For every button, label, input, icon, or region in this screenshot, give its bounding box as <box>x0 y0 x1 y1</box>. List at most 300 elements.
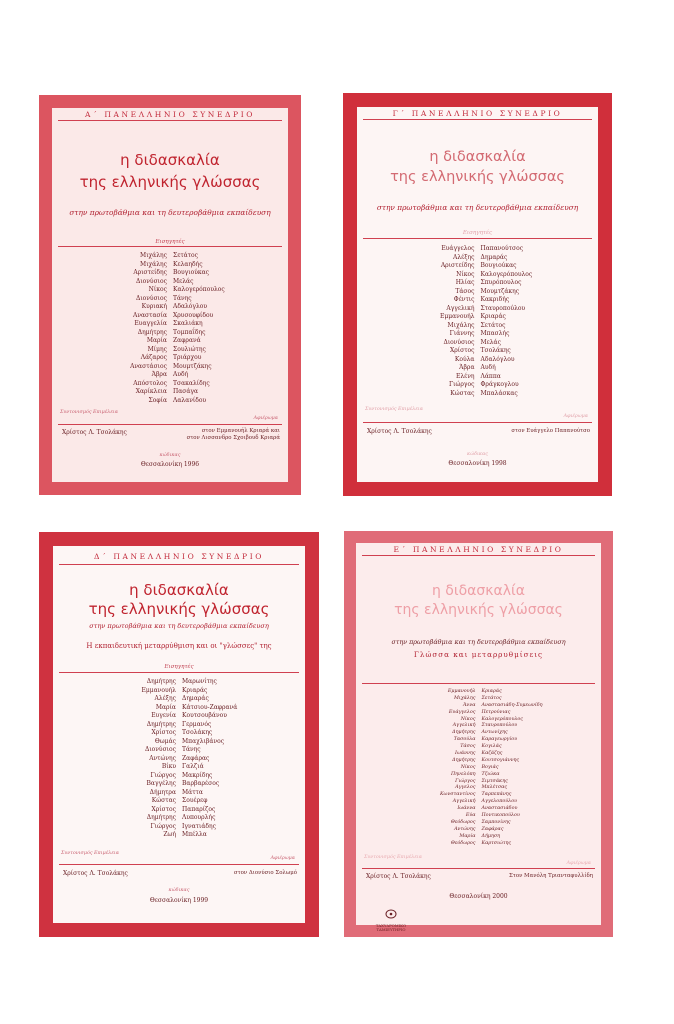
speakers-list <box>52 252 288 405</box>
coordinator-name: Χρίστος Λ. Τσολάκης <box>62 429 127 436</box>
speaker-row <box>52 295 288 304</box>
speaker-first-name: Τάσος <box>455 287 475 295</box>
speaker-last-name: Μπαχλιβάνος <box>182 737 225 745</box>
speaker-last-name: Ζαφρανά <box>173 337 201 344</box>
speaker-last-name: Κουτσογιάννης <box>481 757 520 763</box>
divider <box>59 864 299 865</box>
speaker-row <box>357 381 598 390</box>
speaker-row <box>357 339 598 348</box>
speaker-last-name: Τάνης <box>182 746 201 753</box>
speaker-last-name: Δημαράς <box>480 253 508 261</box>
speaker-row <box>53 806 305 815</box>
speakers-label: Εισηγητές <box>164 664 194 670</box>
speaker-first-name: Αγγελική <box>452 723 476 729</box>
speaker-first-name: Διονύσιος <box>443 338 475 346</box>
speaker-first-name: Ευάγγελος <box>448 709 476 715</box>
speaker-first-name: Αλέξης <box>452 253 475 261</box>
speaker-first-name: Μιχάλης <box>453 695 476 701</box>
speaker-last-name: Λαλανίδου <box>173 396 207 404</box>
coordination-label: Συντονισμός Επιμέλεια <box>365 407 424 412</box>
speaker-row <box>356 703 601 710</box>
dedication-label: Αφιέρωμα <box>566 861 591 866</box>
speaker-last-name: Γερμανός <box>182 720 212 728</box>
speaker-first-name: Δημήτρης <box>452 757 476 763</box>
speaker-first-name: Τάσος <box>460 744 476 750</box>
speaker-first-name: Ελένη <box>455 372 475 380</box>
book-subtitle: στην πρωτοβάθμια και τη δευτεροβάθμια εκπαίδευση <box>89 622 269 630</box>
speaker-first-name: Μιχάλης <box>140 260 167 268</box>
speaker-row <box>52 303 288 312</box>
speaker-first-name: Χρίστος <box>151 729 176 736</box>
book-subtitle: στην πρωτοβάθμια και τη δευτεροβάθμια εκπαίδευση <box>69 208 271 217</box>
speakers-list <box>356 689 601 847</box>
speaker-last-name: Λυπουρλής <box>182 814 216 821</box>
speakers-list <box>53 678 305 840</box>
speaker-first-name: Τασούλα <box>453 737 476 743</box>
speaker-first-name: Αγγελος <box>455 785 476 791</box>
speaker-last-name: Αντωνίχης <box>481 730 508 736</box>
speaker-first-name: Μαρία <box>459 833 476 839</box>
speaker-row <box>53 780 305 789</box>
speaker-row <box>52 312 288 321</box>
speaker-last-name: Τσολάκης <box>480 347 511 354</box>
speaker-last-name: Καλογερόπουλος <box>173 286 225 293</box>
speaker-first-name: Άβρα <box>459 364 475 371</box>
speaker-last-name: Βουγιούκας <box>173 269 210 276</box>
speaker-last-name: Κογιλάς <box>481 744 502 750</box>
city-year: Θεσσαλονίκη 1996 <box>140 461 200 468</box>
book-cover-4 <box>344 531 613 937</box>
book-title-line2: της ελληνικής γλώσσας <box>79 173 261 191</box>
speaker-last-name: Ταρπεπάνης <box>481 792 512 798</box>
conference-theme: Η εκπαιδευτική μεταρρύθμιση και οι "γλώσσες" της <box>86 642 272 650</box>
speaker-first-name: Δημήτρης <box>146 720 176 728</box>
speaker-first-name: Δημήτρης <box>146 678 176 685</box>
divider <box>59 564 299 565</box>
coordinator-name: Χρίστος Λ. Τσολάκης <box>367 428 432 435</box>
speaker-first-name: Αναστάσιος <box>130 362 167 370</box>
speaker-row <box>357 245 598 254</box>
speaker-row <box>53 738 305 747</box>
speaker-last-name: Τζιώκα <box>481 771 500 777</box>
conference-theme: Γλώσσα και μεταρρυθμίσεις <box>413 650 544 659</box>
speaker-last-name: Φράγκογλου <box>480 381 519 388</box>
speaker-first-name: Αγγελική <box>446 304 475 312</box>
speaker-first-name: Νίκος <box>460 716 476 722</box>
speaker-last-name: Σουέρεφ <box>182 797 208 804</box>
speaker-first-name: Εμμανουήλ <box>439 313 475 320</box>
speaker-last-name: Κάτσιου-Ζαφρανά <box>182 703 238 711</box>
speaker-last-name: Αδαλόγλου <box>173 303 208 310</box>
speaker-row <box>52 269 288 278</box>
speaker-last-name: Βουγιούκας <box>480 262 517 269</box>
speaker-first-name: Κούλα <box>454 355 475 363</box>
book-title-line1: η διδασκαλία <box>431 583 526 599</box>
speaker-first-name: Χρίστος <box>449 347 475 354</box>
speaker-last-name: Μπλέτσας <box>481 785 508 791</box>
speaker-last-name: Κριαράς <box>182 686 208 694</box>
speaker-first-name: Σοφία <box>148 396 167 404</box>
speaker-row <box>53 704 305 713</box>
speaker-first-name: Χαρίκλεια <box>135 388 167 395</box>
speaker-first-name: Απόστολος <box>133 379 167 387</box>
book-title-line1: η διδασκαλία <box>120 151 220 169</box>
dedication-line1: στον Διονύσιο Σολωμό <box>233 870 297 876</box>
speaker-row <box>356 820 601 827</box>
speaker-last-name: Μακρίδης <box>182 771 213 779</box>
speaker-first-name: Ευάγγελος <box>441 245 475 252</box>
speaker-last-name: Ιγνατιάδης <box>182 822 216 830</box>
speakers-list <box>357 245 598 398</box>
book-subtitle: στην πρωτοβάθμια και τη δευτεροβάθμια εκπαίδευση <box>391 638 566 646</box>
speaker-last-name: Ποντικοπούλου <box>481 813 520 819</box>
speaker-last-name: Σκαλιάκη <box>173 320 203 327</box>
book-title-line2: της ελληνικής γλώσσας <box>390 169 565 185</box>
speaker-row <box>356 772 601 779</box>
speaker-last-name: Τσολάκης <box>182 729 213 736</box>
speaker-first-name: Βίκυ <box>161 763 176 770</box>
book-title-line1: η διδασκαλία <box>429 149 526 165</box>
speaker-last-name: Καλογερόπουλος <box>481 716 523 722</box>
speaker-first-name: Αριστείδης <box>133 269 167 276</box>
speaker-last-name: Τομπαΐδης <box>173 328 206 336</box>
speaker-last-name: Τάνης <box>173 294 192 302</box>
speaker-last-name: Μουμτζάκης <box>173 362 212 370</box>
speaker-row <box>53 729 305 738</box>
cover-page <box>53 546 305 923</box>
speaker-last-name: Σουλιώτης <box>173 345 206 353</box>
speaker-row <box>356 785 601 792</box>
speaker-last-name: Δήμηση <box>481 833 500 839</box>
speaker-last-name: Αυδή <box>173 371 189 378</box>
speaker-row <box>53 831 305 840</box>
speaker-first-name: Κωνσταντίνος <box>439 792 476 798</box>
speaker-last-name: Αυδή <box>480 364 496 371</box>
speaker-row <box>357 279 598 288</box>
speaker-first-name: Γιάννης <box>449 330 475 337</box>
speaker-last-name: Χρυσουφίδου <box>173 311 214 319</box>
speaker-row <box>357 347 598 356</box>
speaker-row <box>357 296 598 305</box>
cover-page <box>357 107 598 482</box>
speaker-last-name: Κουτσουβάνου <box>182 712 227 719</box>
book-cover-3 <box>39 532 319 937</box>
speakers-label: Εισηγητές <box>462 230 493 236</box>
speaker-first-name: Κώστας <box>151 797 176 804</box>
book-title-line2: της ελληνικής γλώσσας <box>88 600 270 618</box>
speaker-first-name: Χρίστος <box>151 805 176 813</box>
speaker-first-name: Μίμης <box>147 345 167 353</box>
divider <box>58 246 282 247</box>
speaker-last-name: Τριάρχου <box>173 354 202 361</box>
speaker-row <box>357 288 598 297</box>
speaker-row <box>356 806 601 813</box>
speaker-first-name: Ιωάννης <box>455 751 476 757</box>
speaker-row <box>356 744 601 751</box>
speaker-row <box>357 262 598 271</box>
speaker-row <box>52 388 288 397</box>
speaker-last-name: Καρτσιώτης <box>481 840 512 846</box>
speaker-row <box>357 356 598 365</box>
speaker-row <box>356 827 601 834</box>
speaker-first-name: Νίκος <box>460 764 476 770</box>
speaker-first-name: Δημήτρης <box>452 730 476 736</box>
speaker-last-name: Παπανούτσος <box>480 245 524 252</box>
dedication-text <box>511 428 590 435</box>
speaker-row <box>52 320 288 329</box>
speaker-row <box>356 813 601 820</box>
dedication-text <box>234 870 297 877</box>
speaker-row <box>357 271 598 280</box>
city-year: Θεσσαλονίκη 2000 <box>449 893 508 900</box>
speaker-first-name: Γιώργος <box>449 381 475 388</box>
speaker-row <box>356 799 601 806</box>
coordination-label: Συντονισμός Επιμέλεια <box>364 855 423 860</box>
speaker-row <box>357 254 598 263</box>
speaker-row <box>356 723 601 730</box>
speaker-last-name: Μελάς <box>480 338 501 346</box>
speaker-last-name: Αδαλόγλου <box>480 355 515 363</box>
speaker-first-name: Μιχάλης <box>447 321 475 329</box>
speaker-row <box>52 337 288 346</box>
book-title-line1: η διδασκαλία <box>129 581 229 599</box>
speaker-last-name: Σπυρόπουλος <box>480 279 522 286</box>
cover-page <box>356 543 601 933</box>
speaker-row <box>356 758 601 765</box>
speaker-first-name: Φέντις <box>453 296 475 303</box>
speaker-first-name: Γιώργος <box>150 822 176 830</box>
speaker-last-name: Μάττα <box>182 788 203 796</box>
speaker-row <box>357 322 598 331</box>
speaker-row <box>356 689 601 696</box>
speaker-last-name: Δημαράς <box>182 695 209 702</box>
speaker-row <box>357 390 598 399</box>
speaker-row <box>356 730 601 737</box>
speaker-row <box>52 329 288 338</box>
speaker-last-name: Σταυροπούλου <box>480 304 526 312</box>
speaker-last-name: Κελαηδής <box>173 260 203 268</box>
cover-page <box>52 108 288 482</box>
speaker-last-name: Μπασλής <box>480 330 510 337</box>
divider <box>362 683 595 684</box>
speaker-last-name: Κριαράς <box>480 313 506 320</box>
speaker-first-name: Θεόδωρος <box>450 819 476 825</box>
speaker-first-name: Ευγενία <box>151 712 176 719</box>
speaker-last-name: Καζάζης <box>481 751 503 757</box>
speaker-row <box>52 252 288 261</box>
book-title-line2: της ελληνικής γλώσσας <box>394 602 563 618</box>
divider <box>362 555 595 556</box>
publisher-label: κώδικας <box>159 453 181 458</box>
dedication-line1: στον Ευάγγελο Παπανούτσο <box>511 428 590 434</box>
speaker-last-name: Σαμπονίνης <box>481 819 511 825</box>
speaker-first-name: Διονύσιος <box>135 294 167 302</box>
speaker-first-name: Ηλίας <box>455 279 475 286</box>
speaker-row <box>53 755 305 764</box>
speaker-row <box>356 792 601 799</box>
speaker-row <box>356 717 601 724</box>
speaker-row <box>52 346 288 355</box>
speaker-last-name: Πασάγα <box>173 388 199 395</box>
speaker-row <box>52 278 288 287</box>
speaker-row <box>357 305 598 314</box>
divider <box>58 120 282 121</box>
speaker-row <box>53 823 305 832</box>
conference-title: Ε΄ ΠΑΝΕΛΛΗΝΙΟ ΣΥΝΕΔΡΙΟ <box>393 545 564 554</box>
speaker-last-name: Μαρωνίτης <box>182 678 217 685</box>
speaker-last-name: Καραγεωργίου <box>481 737 518 743</box>
speaker-last-name: Σετάτος <box>173 252 199 259</box>
coordination-label: Συντονισμός Επιμέλεια <box>61 851 120 856</box>
speaker-row <box>53 763 305 772</box>
divider <box>363 422 592 423</box>
dedication-label: Αφιέρωμα <box>270 856 295 861</box>
speaker-first-name: Ιωάννα <box>457 806 476 812</box>
speaker-last-name: Σιμτσάκης <box>481 778 508 784</box>
speaker-last-name: Πετρούνιας <box>481 709 511 715</box>
speaker-first-name: Γιώργος <box>150 771 176 779</box>
speaker-last-name: Αναστασιάδη-Συμεωνίδη <box>481 702 543 708</box>
speaker-row <box>53 772 305 781</box>
speaker-last-name: Λάππα <box>480 372 501 380</box>
speaker-last-name: Γαλζιά <box>182 763 204 770</box>
speaker-row <box>52 286 288 295</box>
piggybank-icon <box>384 908 398 920</box>
conference-title: Γ΄ ΠΑΝΕΛΛΗΝΙΟ ΣΥΝΕΔΡΙΟ <box>392 109 563 118</box>
conference-title: Δ΄ ΠΑΝΕΛΛΗΝΙΟ ΣΥΝΕΔΡΙΟ <box>93 552 265 561</box>
speaker-first-name: Κυριακή <box>141 303 167 310</box>
dedication-line2: στον Λισσανδρο Σχοιβουδ Κριαρά <box>186 435 280 442</box>
speaker-last-name: Ζαφάρας <box>481 826 504 832</box>
speaker-first-name: Ζωή <box>163 831 176 838</box>
coordinator-name: Χρίστος Λ. Τσολάκης <box>366 873 431 880</box>
speaker-first-name: Γιώργος <box>455 778 476 784</box>
speaker-last-name: Σετάτος <box>481 695 502 701</box>
speaker-last-name: Μπέλλα <box>182 831 207 838</box>
divider <box>363 238 592 239</box>
publisher-label: κώδικας <box>467 452 488 457</box>
speaker-row <box>356 737 601 744</box>
speaker-row <box>357 330 598 339</box>
speaker-first-name: Αναστασία <box>133 311 167 319</box>
publisher-label: κώδικας <box>168 888 190 893</box>
publisher-logo <box>366 905 416 932</box>
speaker-first-name: Εύα <box>465 813 476 819</box>
dedication-label: Αφιέρωμα <box>253 416 278 421</box>
dedication-line1: Στον Μανόλη Τριανταφυλλίδη <box>509 873 593 879</box>
speaker-first-name: Θεόδωρος <box>450 840 476 846</box>
speaker-first-name: Άβρα <box>151 371 167 378</box>
speaker-first-name: Δήμητρα <box>149 788 176 796</box>
speaker-last-name: Μουμτζάκης <box>480 287 520 295</box>
coordination-label: Συντονισμός Επιμέλεια <box>60 410 119 415</box>
speakers-label: Εισηγητές <box>155 239 185 245</box>
speaker-row <box>53 678 305 687</box>
speaker-row <box>53 712 305 721</box>
speaker-first-name: Μαρία <box>155 703 176 711</box>
speaker-row <box>356 765 601 772</box>
speaker-row <box>53 695 305 704</box>
speaker-row <box>53 746 305 755</box>
book-cover-1 <box>39 95 301 495</box>
speaker-row <box>356 710 601 717</box>
speaker-row <box>53 814 305 823</box>
speaker-first-name: Θωμάς <box>154 737 176 745</box>
speaker-first-name: Δημήτρης <box>137 328 167 336</box>
dedication-label: Αφιέρωμα <box>563 414 588 419</box>
speaker-row <box>52 261 288 270</box>
publisher-name: ΤΑΧΥΔΡΟΜΙΚΟ ΤΑΜΙΕΥΤΗΡΙΟ <box>375 923 407 933</box>
speaker-first-name: Διονύσιος <box>135 277 167 285</box>
speaker-last-name: Βογιάς <box>481 764 499 770</box>
book-cover-2 <box>343 93 612 496</box>
speaker-last-name: Κριαράς <box>481 689 502 694</box>
conference-title: Α΄ ΠΑΝΕΛΛΗΝΙΟ ΣΥΝΕΔΡΙΟ <box>84 110 256 119</box>
speaker-first-name: Αγγελική <box>452 799 476 805</box>
speaker-last-name: Ζαφάρας <box>182 754 210 762</box>
speaker-row <box>356 751 601 758</box>
speaker-last-name: Παπαρίζος <box>182 805 216 813</box>
speaker-first-name: Εμμανουήλ <box>447 689 476 694</box>
speaker-first-name: Βαγγέλης <box>146 780 176 787</box>
speaker-first-name: Άννα <box>462 702 476 708</box>
divider <box>363 119 592 120</box>
speaker-first-name: Αντώνης <box>454 826 476 832</box>
speaker-first-name: Ευαγγελία <box>134 320 167 327</box>
speaker-first-name: Διονύσιος <box>144 746 176 753</box>
coordinator-name: Χρίστος Λ. Τσολάκης <box>63 870 128 877</box>
speaker-last-name: Σταυροπούλου <box>481 723 518 729</box>
speaker-row <box>52 371 288 380</box>
speaker-row <box>356 779 601 786</box>
speaker-row <box>357 313 598 322</box>
dedication-text <box>187 428 280 442</box>
speaker-row <box>356 841 601 848</box>
speaker-row <box>53 789 305 798</box>
divider <box>362 868 595 869</box>
speaker-row <box>357 373 598 382</box>
speaker-row <box>53 687 305 696</box>
speaker-last-name: Αγγελοπούλου <box>481 799 518 805</box>
speaker-row <box>53 721 305 730</box>
speaker-last-name: Τσακαλίδης <box>173 379 210 387</box>
speaker-first-name: Μαρία <box>146 337 167 344</box>
speaker-first-name: Εμμανουήλ <box>141 686 176 694</box>
divider <box>58 424 282 425</box>
speaker-last-name: Μελάς <box>173 277 194 285</box>
speaker-first-name: Μιχάλης <box>140 252 167 259</box>
speaker-first-name: Αριστείδης <box>440 262 475 269</box>
speaker-first-name: Νίκος <box>148 286 167 293</box>
speaker-last-name: Αναστασιάδου <box>481 806 518 812</box>
speaker-row <box>52 354 288 363</box>
speaker-row <box>52 363 288 372</box>
speaker-last-name: Βαρβαρέσος <box>182 780 220 787</box>
speaker-first-name: Δημήτρης <box>146 814 176 821</box>
speaker-first-name: Κώστας <box>450 389 475 397</box>
speaker-row <box>357 364 598 373</box>
speaker-last-name: Μπαλάσκας <box>480 389 518 397</box>
speaker-last-name: Καλογερόπουλος <box>480 270 533 278</box>
speaker-first-name: Αντώνης <box>149 754 176 762</box>
divider <box>59 672 299 673</box>
book-subtitle: στην πρωτοβάθμια και τη δευτεροβάθμια εκπαίδευση <box>376 203 579 212</box>
speaker-row <box>356 834 601 841</box>
speaker-row <box>52 380 288 389</box>
city-year: Θεσσαλονίκη 1998 <box>448 460 507 467</box>
speaker-first-name: Λάζαρος <box>140 354 167 361</box>
dedication-line1: στον Εμμανουήλ Κριαρά και <box>201 428 280 434</box>
